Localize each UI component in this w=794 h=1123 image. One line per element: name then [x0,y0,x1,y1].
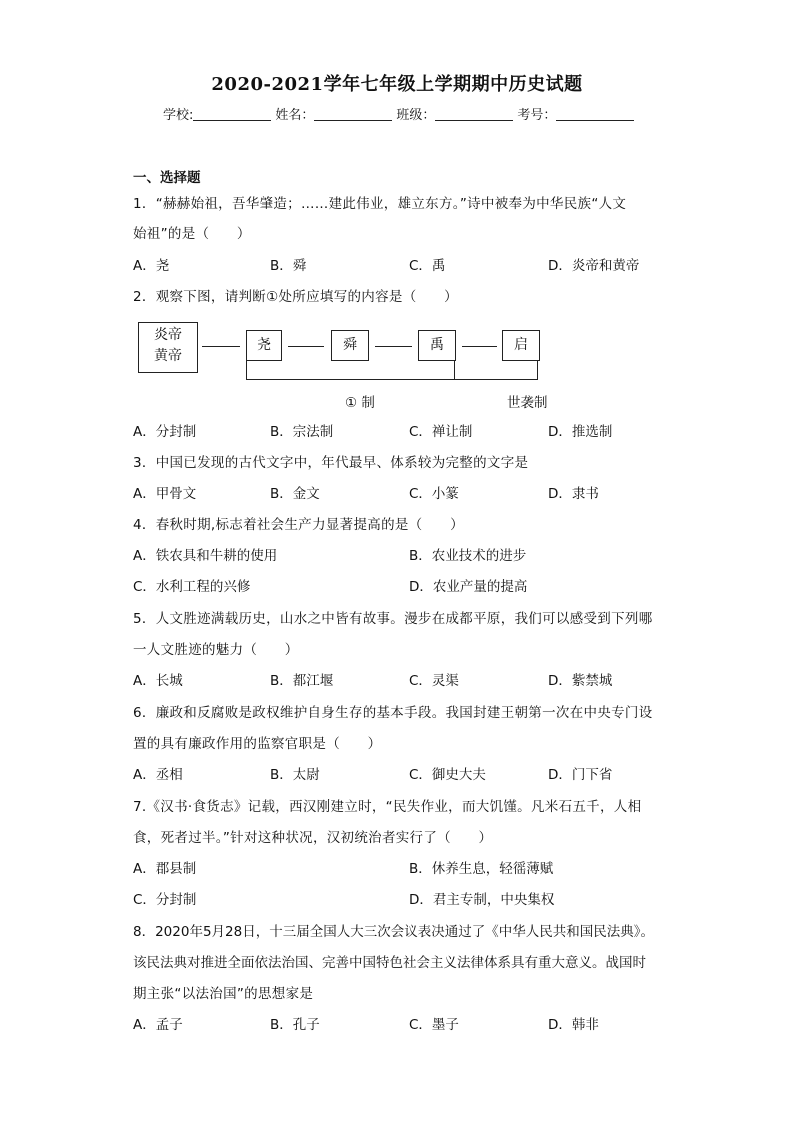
question-1-line-2: 始祖”的是（ ） [133,226,251,242]
q5-option-d[interactable]: D．紫禁城 [548,673,613,689]
diagram-box-qi: 启 [502,330,540,361]
q8-option-b[interactable]: B．孔子 [270,1017,320,1033]
q6-option-a[interactable]: A．丞相 [133,767,183,783]
student-info-row [163,104,638,123]
bracket-left [246,360,247,379]
q8-option-a[interactable]: A．孟子 [133,1017,183,1033]
bracket-end [537,360,538,379]
q3-option-c[interactable]: C．小篆 [409,486,459,502]
q1-option-c[interactable]: C．禹 [409,258,446,274]
q2-option-c[interactable]: C．禅让制 [409,424,473,440]
q2-option-d[interactable]: D．推选制 [548,424,613,440]
q7-option-d[interactable]: D．君主专制，中央集权 [409,892,555,908]
question-1-line-1: 1．“赫赫始祖，吾华肇造；……建此伟业，雄立东方。”诗中被奉为中华民族“人文 [133,196,627,212]
diagram-box-yao: 尧 [246,330,282,361]
diagram-box-shun: 舜 [331,330,369,361]
question-5-line-1: 5．人文胜迹满载历史，山水之中皆有故事。漫步在成都平原，我们可以感受到下列哪 [133,611,653,627]
q5-option-c[interactable]: C．灵渠 [409,673,459,689]
q4-option-c[interactable]: C．水利工程的兴修 [133,579,251,595]
q8-option-c[interactable]: C．墨子 [409,1017,459,1033]
connector-line [202,346,240,347]
q8-option-d[interactable]: D．韩非 [548,1017,599,1033]
diagram-label-hereditary: 世袭制 [507,395,548,411]
diagram-label-blank-system: ① 制 [345,395,375,411]
q5-option-b[interactable]: B．都江堰 [270,673,334,689]
q1-option-a[interactable]: A．尧 [133,258,170,274]
q1-option-b[interactable]: B．舜 [270,258,307,274]
q2-option-b[interactable]: B．宗法制 [270,424,334,440]
name-label: 姓名： [275,108,315,123]
q4-option-d[interactable]: D．农业产量的提高 [409,579,528,595]
q3-option-d[interactable]: D．隶书 [548,486,599,502]
q6-option-b[interactable]: B．太尉 [270,767,320,783]
q7-option-b[interactable]: B．休养生息，轻徭薄赋 [409,861,554,877]
school-label: 学校: [163,108,194,123]
diagram-box-yu: 禹 [418,330,456,361]
q7-option-c[interactable]: C．分封制 [133,892,197,908]
question-8-line-3: 期主张“以法治国”的思想家是 [133,986,314,1002]
q3-option-a[interactable]: A．甲骨文 [133,486,197,502]
question-3-line-1: 3．中国已发现的古代文字中，年代最早、体系较为完整的文字是 [133,455,529,471]
q1-option-d[interactable]: D．炎帝和黄帝 [548,258,640,274]
q3-option-b[interactable]: B．金文 [270,486,320,502]
diagram-box-line-1: 炎帝 [154,327,182,343]
diagram-box-line-2: 黄帝 [154,348,182,364]
page-title: 2020-2021学年七年级上学期期中历史试题 [211,74,583,95]
name-blank[interactable] [314,106,392,121]
question-7-line-2: 食，死者过半。”针对这种状况，汉初统治者实行了（ ） [133,830,493,846]
question-5-line-2: 一人文胜迹的魅力（ ） [133,642,299,658]
class-label: 班级： [396,108,436,123]
bracket-base [246,379,538,380]
q6-option-c[interactable]: C．御史大夫 [409,767,486,783]
q4-option-a[interactable]: A．铁农具和牛耕的使用 [133,548,278,564]
q4-option-b[interactable]: B．农业技术的进步 [409,548,527,564]
question-6-line-1: 6．廉政和反腐败是政权维护自身生存的基本手段。我国封建王朝第一次在中央专门设 [133,705,653,721]
question-6-line-2: 置的具有廉政作用的监察官职是（ ） [133,736,382,752]
connector-line [375,346,412,347]
school-blank[interactable] [193,106,271,121]
q2-option-a[interactable]: A．分封制 [133,424,197,440]
q6-option-d[interactable]: D．门下省 [548,767,613,783]
question-4-line-1: 4．春秋时期,标志着社会生产力显著提高的是（ ） [133,517,464,533]
question-7-line-1: 7.《汉书·食货志》记载，西汉刚建立时，“民失作业，而大饥馑。凡米石五千，人相 [133,799,642,815]
connector-line [462,346,497,347]
question-8-line-1: 8．2020年5月28日，十三届全国人大三次会议表决通过了《中华人民共和国民法典》。 [133,924,654,940]
q5-option-a[interactable]: A．长城 [133,673,183,689]
connector-line [288,346,324,347]
section-title: 一、选择题 [133,170,201,186]
question-2-line-1: 2．观察下图，请判断①处所应填写的内容是（ ） [133,289,458,305]
question-8-line-2: 该民法典对推进全面依法治国、完善中国特色社会主义法律体系具有重大意义。战国时 [133,955,646,971]
exam-no-blank[interactable] [556,106,634,121]
exam-no-label: 考号： [517,108,557,123]
class-blank[interactable] [435,106,513,121]
q7-option-a[interactable]: A．郡县制 [133,861,197,877]
diagram-box-yandi-huangdi [138,322,198,373]
bracket-right [454,360,455,379]
